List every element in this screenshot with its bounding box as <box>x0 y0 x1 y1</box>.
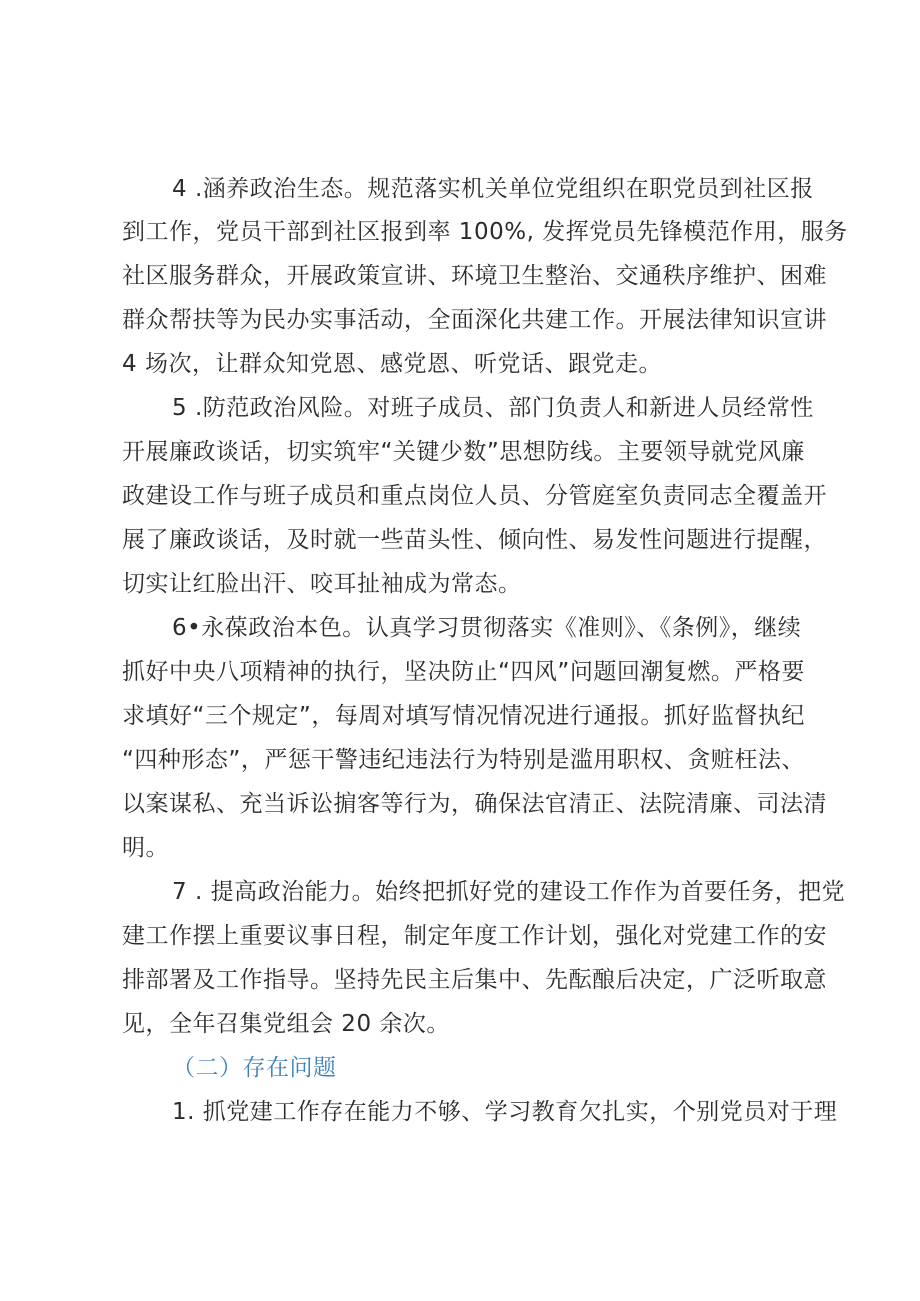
paragraph-line: 到工作，党员干部到社区报到率 100%, 发挥党员先锋模范作用，服务 <box>122 219 848 245</box>
paragraph-line: 开展廉政谈话，切实筑牢“关键少数”思想防线。主要领导就党风廉 <box>122 439 805 465</box>
section-heading: （二）存在问题 <box>172 1055 337 1081</box>
paragraph-line: 以案谋私、充当诉讼掮客等行为，确保法官清正、法院清廉、司法清 <box>122 791 827 817</box>
paragraph-line: 4 .涵养政治生态。规范落实机关单位党组织在职党员到社区报 <box>172 176 814 202</box>
paragraph-line: 求填好“三个规定”，每周对填写情况情况进行通报。抓好监督执纪 <box>122 703 805 729</box>
paragraph-line: 6•永葆政治本色。认真学习贯彻落实《准则》、《条例》，继续 <box>172 615 802 641</box>
paragraph-line: 5 .防范政治风险。对班子成员、部门负责人和新进人员经常性 <box>172 395 814 421</box>
issue-line: 1. 抓党建工作存在能力不够、学习教育欠扎实，个别党员对于理 <box>172 1099 838 1125</box>
paragraph-line: 排部署及工作指导。坚持先民主后集中、先酝酿后决定，广泛听取意 <box>122 967 827 993</box>
paragraph-line: 7 . 提高政治能力。始终把抓好党的建设工作作为首要任务，把党 <box>172 879 846 905</box>
paragraph-line: 见，全年召集党组会 20 余次。 <box>122 1011 450 1037</box>
paragraph-line: 群众帮扶等为民办实事活动，全面深化共建工作。开展法律知识宣讲 <box>122 307 827 333</box>
paragraph-line: 4 场次，让群众知党恩、感党恩、听党话、跟党走。 <box>122 351 662 377</box>
paragraph-line: 政建设工作与班子成员和重点岗位人员、分管庭室负责同志全覆盖开 <box>122 483 827 509</box>
paragraph-line: 社区服务群众，开展政策宣讲、环境卫生整治、交通秩序维护、困难 <box>122 263 827 289</box>
paragraph-line: 切实让红脸出汗、咬耳扯袖成为常态。 <box>122 571 522 597</box>
paragraph-line: “四种形态”，严惩干警违纪违法行为特别是滥用职权、贪赃枉法、 <box>122 747 805 773</box>
paragraph-line: 建工作摆上重要议事日程，制定年度工作计划，强化对党建工作的安 <box>122 923 827 949</box>
paragraph-line: 明。 <box>122 835 169 861</box>
paragraph-line: 抓好中央八项精神的执行，坚决防止“四风”问题回潮复燃。严格要 <box>122 659 805 685</box>
paragraph-line: 展了廉政谈话，及时就一些苗头性、倾向性、易发性问题进行提醒， <box>122 527 827 553</box>
